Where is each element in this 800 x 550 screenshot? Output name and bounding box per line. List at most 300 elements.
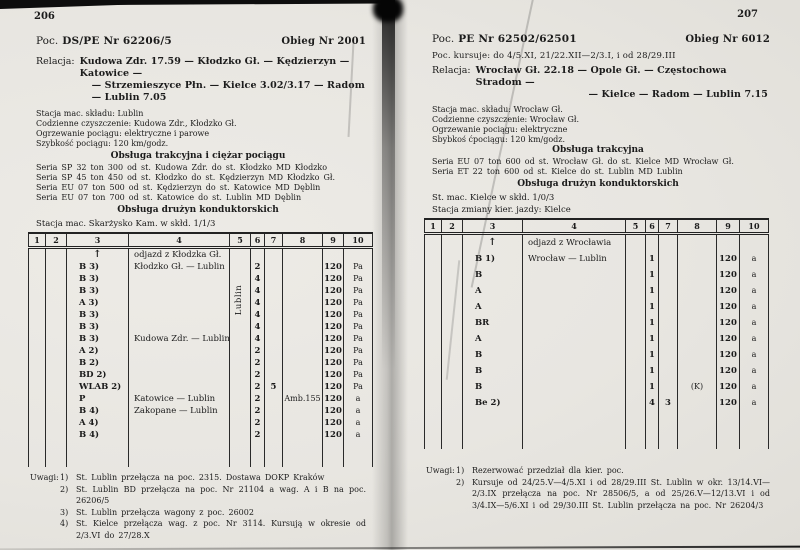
table-header-cell: 2 [442,219,463,234]
table-cell [442,283,463,299]
table-cell [129,321,230,333]
footnotes-label: Uwagi: [426,466,455,475]
table-cell [29,429,46,441]
table-header-cell: 9 [323,233,344,248]
table-cell: WLAB 2) [67,381,129,393]
footnote-text: St. Lublin BD przełącza na poc. Nr 21104 a wag. A i B na poc. 26206/5 [76,484,366,505]
footnotes-label: Uwagi: [30,473,59,482]
table-cell [265,357,283,369]
table-cell [283,405,323,417]
table-cell [29,405,46,417]
route-line [36,56,368,104]
table-cell [425,315,442,331]
table-cell: 120 [324,321,342,332]
table-cell [523,331,626,347]
table-cell: Pa [344,357,373,369]
table-cell [659,315,678,331]
table-cell [265,429,283,441]
table-cell: 1 [646,251,659,267]
table-cell [523,379,626,395]
table-cell [265,333,283,345]
table-cell [323,248,344,262]
table-cell: 120 [324,297,342,308]
info-line: Codzienne czyszczenie: Wrocław Gł. [432,115,580,124]
table-cell [265,417,283,429]
table-header-cell: 7 [659,219,678,234]
table-cell [283,248,323,262]
table-cell: A 2) [67,345,129,357]
table-cell [626,267,646,283]
table-cell: Kudowa Zdr. — Lublin [129,333,230,345]
consist-table-right [424,218,769,449]
table-cell: a [740,363,769,379]
table-cell [46,417,67,429]
loco-series-line: Seria EU 07 ton 600 od st. Wrocław Gł. do st. Kielce MD Wrocław Gł. [432,157,734,166]
table-cell [265,321,283,333]
table-header-cell: 4 [523,219,626,234]
table-cell [283,285,323,297]
table-cell: 120 [324,393,342,404]
footnote-text: Rezerwować przedział dla kier. poc. [472,466,624,475]
table-cell: Pa [344,369,373,381]
table-cell: Pa [344,321,373,333]
table-cell: 1 [646,363,659,379]
section-heading-conductors: Obsługa drużyn konduktorskich [117,205,279,215]
table-cell: odjazd z Kłodzka Gł. [129,248,230,262]
table-cell: 1 [646,315,659,331]
table-cell [442,251,463,267]
table-header-cell: 4 [129,233,230,248]
table-cell [46,345,67,357]
table-cell: B 3) [67,333,129,345]
table-cell [129,297,230,309]
table-cell: a [740,251,769,267]
table-cell [626,379,646,395]
table-cell [523,299,626,315]
table-cell [717,234,740,252]
table-cell: 1 [646,379,659,395]
table-cell [659,267,678,283]
table-cell: 120 [717,363,740,379]
table-cell: BR [463,315,523,331]
table-cell: Pa [344,273,373,285]
table-cell [523,315,626,331]
table-filler-cell [129,441,230,467]
route-text-line1: Kudowa Zdr. 17.59 — Kłodzko Gł. — Kędzierzyn — Katowice — [79,56,350,79]
table-cell: 120 [717,315,740,331]
train-info-block [36,109,368,149]
table-cell [425,283,442,299]
loco-series-block [432,157,772,177]
table-cell [230,405,251,417]
table-cell [265,273,283,285]
table-filler-cell [230,441,251,467]
table-cell: A 3) [67,297,129,309]
table-cell: A 4) [67,417,129,429]
table-cell: Pa [344,309,373,321]
table-header-cell: 10 [344,233,373,248]
table-cell [442,234,463,252]
table-cell: B [463,267,523,283]
table-cell [626,347,646,363]
table-cell [265,261,283,273]
table-cell [129,417,230,429]
table-cell [626,363,646,379]
table-cell [129,309,230,321]
table-cell: 2 [251,357,265,369]
table-cell: A [463,331,523,347]
table-cell: B 3) [67,261,129,273]
table-cell: 4 [251,285,265,297]
table-cell [678,395,717,411]
footnote-number: 1) [60,473,69,482]
table-cell: 3 [659,395,678,411]
book-gutter-dark-spot [373,0,403,22]
table-cell [425,251,442,267]
table-cell: B [463,363,523,379]
table-cell [29,248,46,262]
table-cell [659,347,678,363]
table-cell: A [463,283,523,299]
table-cell [29,357,46,369]
table-cell: Be 2) [463,395,523,411]
route-text-line2: — Strzemieszyce Płn. — Kielce 3.02/3.17 — Radom — Lublin 7.05 [91,80,365,103]
footnote-item [60,518,368,541]
footnote-number: 4) [60,519,69,528]
consist-table-left [28,232,373,467]
loco-series-line: Seria EU 07 ton 700 od st. Katowice do st. Lublin MD Dęblin [36,193,302,202]
table-cell [46,297,67,309]
table-cell [29,321,46,333]
table-cell: 120 [324,381,342,392]
table-cell [425,395,442,411]
table-cell: B [463,379,523,395]
table-cell [442,299,463,315]
loco-series-block [36,163,368,203]
footnotes [28,472,368,541]
table-cell [29,297,46,309]
table-cell [46,381,67,393]
table-cell [523,267,626,283]
table-cell: Katowice — Lublin [129,393,230,405]
train-number: PE Nr 62502/62501 [458,33,577,45]
table-cell: 120 [717,395,740,411]
table-cell: Pa [344,261,373,273]
table-cell: Zakopane — Lublin [129,405,230,417]
table-filler-cell [425,411,442,449]
table-cell [230,369,251,381]
table-filler-cell [29,441,46,467]
table-cell [659,234,678,252]
table-cell [678,347,717,363]
table-cell [29,309,46,321]
table-cell: a [344,405,373,417]
table-cell [46,405,67,417]
table-cell: Wrocław — Lublin [523,251,626,267]
footnote-text: St. Lublin przełącza wagony z poc. 26002 [76,507,254,517]
loco-series-line: Seria SP 45 ton 450 od st. Kłodzko do st. Kędzierzyn MD Kłodzko Gł. [36,173,335,182]
table-cell: B 1) [463,251,523,267]
table-cell [283,333,323,345]
footnote-number: 2) [60,484,69,494]
table-cell [626,395,646,411]
table-cell [230,248,251,262]
departure-arrow-icon: ↑ [67,248,129,262]
table-cell [29,369,46,381]
table-cell [129,345,230,357]
table-cell [425,234,442,252]
table-cell [265,405,283,417]
table-cell [425,331,442,347]
table-cell: B [463,347,523,363]
table-cell [678,283,717,299]
table-cell: a [740,379,769,395]
table-cell [230,345,251,357]
footnote-item [456,465,772,477]
table-cell [29,417,46,429]
table-cell [46,309,67,321]
table-cell: 2 [251,429,265,441]
table-cell [46,429,67,441]
table-cell: 120 [717,347,740,363]
route-label: Relacja: [432,65,471,76]
table-cell: 1 [646,331,659,347]
footnote-item [60,484,368,507]
table-cell [29,285,46,297]
table-cell [626,299,646,315]
table-filler-cell [265,441,283,467]
table-cell: Pa [344,333,373,345]
table-cell [283,321,323,333]
table-cell: B 4) [67,429,129,441]
table-cell: 2 [251,261,265,273]
table-cell [129,381,230,393]
table-cell [265,285,283,297]
table-cell [626,234,646,252]
table-cell: 2 [251,369,265,381]
table-cell: 120 [324,261,342,272]
table-header-cell: 6 [251,233,265,248]
table-cell: Pa [344,345,373,357]
table-header-cell: 9 [717,219,740,234]
table-filler-cell [442,411,463,449]
page-left [28,8,368,541]
table-cell: 4 [251,297,265,309]
table-filler-cell [523,411,626,449]
table-cell: a [740,267,769,283]
table-cell [129,429,230,441]
table-cell: a [740,315,769,331]
table-cell: 4 [251,333,265,345]
book-gutter-fold [382,0,395,370]
table-cell [46,261,67,273]
table-filler-cell [740,411,769,449]
table-cell: 4 [251,273,265,285]
table-cell [230,357,251,369]
table-cell: 120 [324,333,342,344]
departure-arrow-icon: ↑ [463,234,523,252]
table-cell [251,248,265,262]
table-cell: 1 [646,283,659,299]
footnote-number: 2) [456,477,465,487]
table-cell [129,357,230,369]
table-cell: 4 [646,395,659,411]
table-cell: B 3) [67,309,129,321]
section-heading-conductors: Obsługa drużyn konduktorskich [517,179,679,189]
loco-series-line: Seria SP 32 ton 300 od st. Kudowa Zdr. do st. Kłodzko MD Kłodzko [36,163,328,172]
table-cell [678,299,717,315]
table-header-cell: 5 [626,219,646,234]
table-header-cell: 3 [463,219,523,234]
table-cell [283,261,323,273]
obieg-number: Obieg Nr 2001 [281,36,366,47]
table-cell [678,331,717,347]
table-cell [283,297,323,309]
table-cell: a [740,299,769,315]
table-cell [442,331,463,347]
table-cell: 2 [251,381,265,393]
table-cell: 2 [251,393,265,405]
table-cell: A [463,299,523,315]
footnote-item [456,477,772,512]
table-cell [29,333,46,345]
table-cell [283,429,323,441]
table-cell: 2 [251,417,265,429]
table-cell: 120 [324,309,342,320]
train-label: Poc. [432,33,455,45]
table-header-cell: 2 [46,233,67,248]
running-period-line: Poc. kursuje: do 4/5.XI, 21/22.XII—2/3.I, i od 28/29.III [432,51,676,61]
table-cell [46,369,67,381]
table-cell [29,345,46,357]
table-cell [659,331,678,347]
table-cell [442,315,463,331]
table-cell: 120 [717,267,740,283]
table-cell: 120 [324,345,342,356]
table-cell: B 2) [67,357,129,369]
info-line: Codzienne czyszczenie: Kudowa Zdr., Kłodzko Gł. [36,119,237,128]
info-line: Stacja mac. składu: Lublin [36,109,144,118]
train-header-line [36,35,366,48]
table-filler-cell [678,411,717,449]
table-cell [283,345,323,357]
info-line: Stacja mac. składu: Wrocław Gł. [432,105,563,114]
table-cell [265,345,283,357]
table-cell: B 4) [67,405,129,417]
table-cell: a [344,417,373,429]
table-header-cell: 3 [67,233,129,248]
table-cell: odjazd z Wrocławia [523,234,626,252]
table-cell [265,309,283,321]
table-cell: 120 [717,379,740,395]
table-cell: Pa [344,285,373,297]
info-line: Ogrzewanie pociągu: elektryczne [432,125,568,134]
table-cell [646,234,659,252]
table-cell [46,357,67,369]
footnote-item [60,472,368,484]
table-cell: 1 [646,267,659,283]
footnote-item [60,507,368,519]
table-cell [659,379,678,395]
info-line: Szybkość pociągu: 120 km/godz. [36,139,169,148]
table-cell: 120 [717,251,740,267]
table-cell: 120 [324,429,342,440]
page-number: 206 [34,11,55,22]
table-cell [442,379,463,395]
table-cell [442,267,463,283]
table-cell [29,273,46,285]
table-cell [230,273,251,285]
table-header-cell: 1 [425,219,442,234]
table-cell [29,261,46,273]
table-cell [230,261,251,273]
table-cell [523,283,626,299]
table-cell: 1 [646,299,659,315]
table-filler-cell [626,411,646,449]
table-cell [425,363,442,379]
table-header-cell: 10 [740,219,769,234]
table-cell [29,393,46,405]
table-cell [626,315,646,331]
table-cell [230,417,251,429]
table-cell [265,369,283,381]
route-text-line1: Wrocław Gł. 22.18 — Opole Gł. — Częstochowa Stradom — [475,65,727,88]
table-cell [46,285,67,297]
table-cell [46,273,67,285]
table-cell [523,347,626,363]
table-cell: 1 [646,347,659,363]
page-number: 207 [737,9,758,20]
train-number: DS/PE Nr 62206/5 [62,35,172,47]
vertical-label-lublin: Lublin [234,284,244,316]
table-cell: 120 [324,369,342,380]
info-line: Ogrzewanie pociągu: elektryczne i parowe [36,129,210,138]
table-cell: 120 [324,273,342,284]
table-cell [283,357,323,369]
table-header-cell: 7 [265,233,283,248]
table-cell: a [740,347,769,363]
table-cell [283,417,323,429]
table-header-cell: 1 [29,233,46,248]
table-filler-cell [646,411,659,449]
table-cell: 120 [324,405,342,416]
table-cell [442,395,463,411]
info-line: Sbybkoś ćpociągu: 120 km/godz. [432,135,566,144]
table-cell [230,333,251,345]
table-cell: 120 [324,357,342,368]
table-cell: 5 [265,381,283,393]
table-cell [283,369,323,381]
table-cell [129,369,230,381]
footnote-text: Kursuje od 24/25.V—4/5.XI i od 28/29.III St. Lublin w okr. 13/14.VI—2/3.IX przełącza na poc. Nr 28506/5, a od 25/26.V—12/13.VI i od 3/4.IX—5/6.XI i od 29/30.III St. Lublin przełącza na poc. Nr 26204/3 [472,477,770,510]
table-cell: Kłodzko Gł. — Lublin [129,261,230,273]
table-filler-cell [659,411,678,449]
table-cell [523,395,626,411]
table-cell: 4 [251,321,265,333]
table-cell: a [344,393,373,405]
table-cell [265,297,283,309]
table-cell [425,347,442,363]
table-cell: 120 [717,283,740,299]
table-cell: BD 2) [67,369,129,381]
table-cell [678,251,717,267]
table-cell: 120 [717,331,740,347]
table-cell [626,331,646,347]
table-cell: 2 [251,345,265,357]
table-cell: 120 [324,417,342,428]
table-cell [523,363,626,379]
route-label: Relacja: [36,56,75,67]
